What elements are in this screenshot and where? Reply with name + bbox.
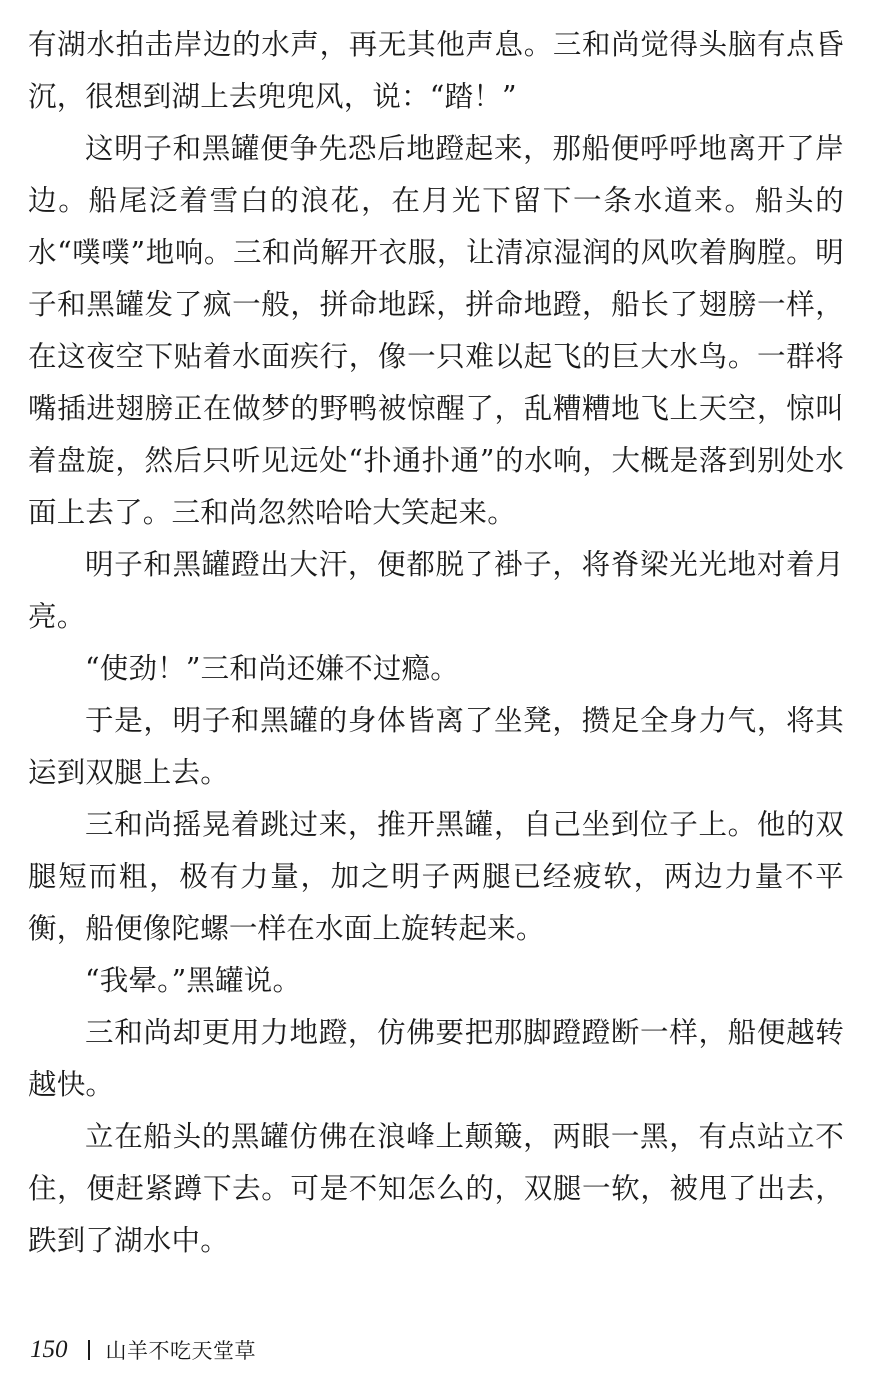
paragraph: “使劲！”三和尚还嫌不过瘾。 — [85, 652, 459, 685]
paragraph: 三和尚摇晃着跳过来，推开黑罐，自己坐到位子上。他的双腿短而粗，极有力量，加之明子两腿已经疲软，两边力量不平衡，船便像陀螺一样在水面上旋转起来。 — [28, 808, 844, 945]
page-body — [28, 19, 844, 1267]
paragraph: “我晕。”黑罐说。 — [85, 964, 302, 997]
paragraph: 有湖水拍击岸边的水声，再无其他声息。三和尚觉得头脑有点昏沉，很想到湖上去兜兜风，说：“踏！” — [28, 28, 844, 113]
paragraph: 于是，明子和黑罐的身体皆离了坐凳，攒足全身力气，将其运到双腿上去。 — [28, 704, 844, 789]
paragraph: 这明子和黑罐便争先恐后地蹬起来，那船便呼呼地离开了岸边。船尾泛着雪白的浪花，在月光下留下一条水道来。船头的水“噗噗”地响。三和尚解开衣服，让清凉湿润的风吹着胸膛。明子和黑罐发了疯一般，拼命地踩，拼命地蹬，船长了翅膀一样，在这夜空下贴着水面疾行，像一只难以起飞的巨大水鸟。一群将嘴插进翅膀正在做梦的野鸭被惊醒了，乱糟糟地飞上天空，惊叫着盘旋，然后只听见远处“扑通扑通”的水响，大概是落到别处水面上去了。三和尚忽然哈哈大笑起来。 — [28, 132, 844, 529]
page-number: 150 — [30, 1336, 68, 1363]
paragraph: 三和尚却更用力地蹬，仿佛要把那脚蹬蹬断一样，船便越转越快。 — [28, 1016, 844, 1101]
page-footer — [30, 1330, 256, 1370]
paragraph: 明子和黑罐蹬出大汗，便都脱了褂子，将脊梁光光地对着月亮。 — [28, 548, 844, 633]
paragraph: 立在船头的黑罐仿佛在浪峰上颠簸，两眼一黑，有点站立不住，便赶紧蹲下去。可是不知怎么的，双腿一软，被甩了出去，跌到了湖水中。 — [28, 1120, 844, 1257]
footer-divider — [88, 1340, 90, 1360]
book-title: 山羊不吃天堂草 — [105, 1339, 256, 1363]
